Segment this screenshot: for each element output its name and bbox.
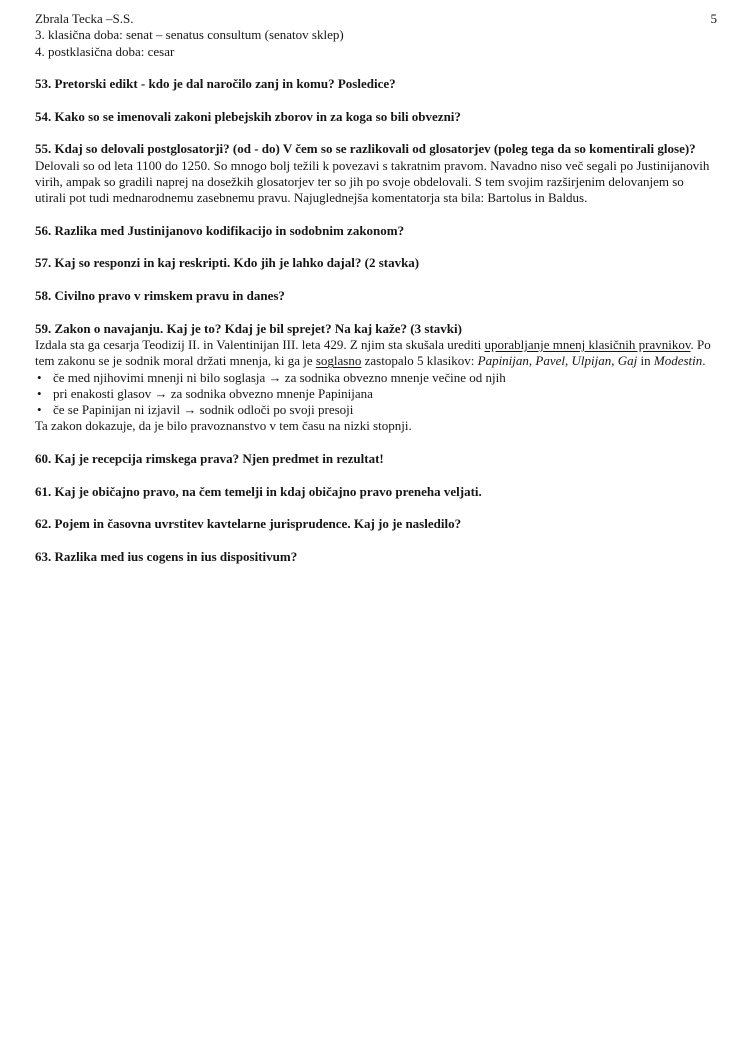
jurist-name: Modestin [653, 353, 703, 369]
intro-line-postclassical: 4. postklasična doba: cesar [35, 43, 175, 59]
question-56-title: 56. Razlika med Justinijanovo kodifikacijo in sodobnim zakonom? [35, 222, 405, 238]
question-54-title: 54. Kako so se imenovali zakoni plebejskih zborov in za koga so bili obvezni? [35, 108, 461, 124]
answer-segment: in [637, 353, 654, 369]
question-60-title: 60. Kaj je recepcija rimskega prava? Njen predmet in rezultat! [35, 451, 384, 467]
question-53-title: 53. Pretorski edikt - kdo je dal naročilo zanj in komu? Posledice? [35, 76, 396, 92]
question-57-title: 57. Kaj so responzi in kaj reskripti. Kdo jih je lahko dajal? (2 stavka) [35, 255, 420, 271]
question-55-title: 55. Kdaj so delovali postglosatorji? (od - do) V čem so se razlikovali od glosatorjev (poleg tega da so komentirali glose)? [35, 141, 696, 157]
bullet-item-text: če med njihovimi mnenji ni bilo soglasja → za sodnika obvezno mnenje večine od njih [53, 369, 506, 385]
author-line: Zbrala Tecka –S.S. [35, 11, 134, 26]
bullet-icon: • [37, 402, 42, 418]
answer-segment: , [528, 353, 536, 369]
question-58-title: 58. Civilno pravo v rimskem pravu in danes? [35, 288, 285, 304]
bullet-item [35, 386, 717, 402]
jurist-name: Papinijan [477, 353, 529, 369]
page-number: 5 [710, 11, 717, 26]
jurist-name: Gaj [617, 353, 638, 369]
bullet-item-text: pri enakosti glasov → za sodnika obvezno mnenje Papinijana [53, 385, 373, 401]
answer-segment: , [611, 353, 618, 369]
question-63-title: 63. Razlika med ius cogens in ius dispositivum? [35, 548, 298, 564]
answer-segment: zastopalo 5 klasikov: [361, 353, 478, 369]
answer-segment: , [565, 353, 572, 369]
bullet-icon: • [37, 385, 42, 401]
bullet-item [35, 402, 717, 418]
answer-segment-underlined: uporabljanje mnenj klasičnih pravnikov [484, 336, 691, 352]
jurist-name: Pavel [535, 353, 565, 369]
question-59-answer [35, 337, 717, 370]
bullet-icon: • [37, 369, 42, 385]
bullet-item [35, 370, 717, 386]
question-55-answer: Delovali so od leta 1100 do 1250. So mnogo bolj težili k povezavi s takratnim pravom. Navadno niso več segali po Justinijanovih virih, ampak so gradili naprej na dosežkih glosatorjev ter so jih po svoje obdelovali. S tem svojim razširjenim delovanjem so utirali pot tudi mednarodnemu zasebnemu pravu. Najuglednejša komentatorja sta bila: Bartolus in Baldus. [35, 157, 710, 206]
question-59-conclusion: Ta zakon dokazuje, da je bilo pravoznanstvo v tem času na nizki stopnji. [35, 418, 412, 434]
bullet-list [35, 370, 717, 419]
question-62-title: 62. Pojem in časovna uvrstitev kavtelarne jurisprudence. Kaj jo je nasledilo? [35, 516, 462, 532]
question-59-title: 59. Zakon o navajanju. Kaj je to? Kdaj je bil sprejet? Na kaj kaže? (3 stavki) [35, 320, 462, 336]
answer-segment-underlined: soglasno [315, 353, 362, 369]
answer-segment: . Po tem zakonu se je sodnik moral držati mnenja, ki ga je [35, 336, 711, 369]
answer-segment: Izdala sta ga cesarja Teodizij II. in Valentinijan III. leta 429. Z njim sta skušala urediti [35, 336, 485, 352]
page-header [35, 11, 717, 27]
jurist-name: Ulpijan [571, 353, 612, 369]
answer-segment: . [702, 353, 706, 369]
bullet-item-text: če se Papinijan ni izjavil → sodnik odloči po svoji presoji [53, 402, 354, 418]
intro-line-classical: 3. klasična doba: senat – senatus consultum (senatov sklep) [35, 27, 344, 43]
question-61-title: 61. Kaj je običajno pravo, na čem temelji in kdaj običajno pravo preneha veljati. [35, 483, 482, 499]
